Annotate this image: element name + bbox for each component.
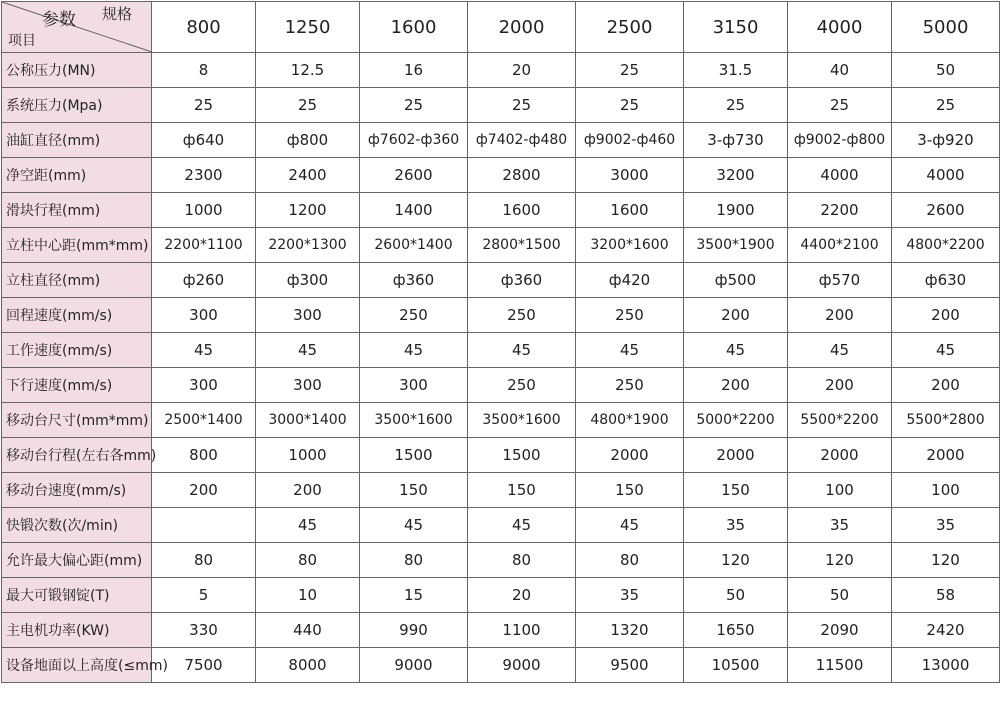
table-cell: 4400*2100 bbox=[788, 228, 892, 263]
table-cell: 45 bbox=[360, 333, 468, 368]
table-row bbox=[2, 613, 1000, 648]
table-row bbox=[2, 158, 1000, 193]
table-row bbox=[2, 298, 1000, 333]
table-row bbox=[2, 578, 1000, 613]
table-cell: 9500 bbox=[576, 648, 684, 683]
table-cell: 40 bbox=[788, 53, 892, 88]
table-cell: 150 bbox=[360, 473, 468, 508]
table-row bbox=[2, 438, 1000, 473]
table-cell: 45 bbox=[152, 333, 256, 368]
table-cell: 250 bbox=[576, 298, 684, 333]
table-cell: 3200*1600 bbox=[576, 228, 684, 263]
table-cell: 440 bbox=[256, 613, 360, 648]
table-cell: 1200 bbox=[256, 193, 360, 228]
table-cell: 45 bbox=[256, 508, 360, 543]
table-cell: 120 bbox=[892, 543, 1000, 578]
table-cell: 25 bbox=[788, 88, 892, 123]
table-cell: 3-ф730 bbox=[684, 123, 788, 158]
spec-header-cell: 3150 bbox=[684, 2, 788, 53]
table-row bbox=[2, 648, 1000, 683]
table-cell: 300 bbox=[152, 368, 256, 403]
corner-header-cell bbox=[2, 2, 152, 53]
table-cell: 150 bbox=[468, 473, 576, 508]
table-cell: 3200 bbox=[684, 158, 788, 193]
table-cell: 3500*1600 bbox=[360, 403, 468, 438]
table-cell: 5500*2200 bbox=[788, 403, 892, 438]
table-cell: 8000 bbox=[256, 648, 360, 683]
table-cell: 120 bbox=[684, 543, 788, 578]
table-cell: 80 bbox=[256, 543, 360, 578]
row-label: 净空距(mm) bbox=[2, 158, 152, 193]
table-cell: 50 bbox=[892, 53, 1000, 88]
table-cell: 45 bbox=[256, 333, 360, 368]
table-cell: 4000 bbox=[788, 158, 892, 193]
spec-header-cell: 1600 bbox=[360, 2, 468, 53]
table-cell: 25 bbox=[684, 88, 788, 123]
table-cell: 2600 bbox=[360, 158, 468, 193]
row-label: 移动台行程(左右各mm) bbox=[2, 438, 152, 473]
table-cell: 10500 bbox=[684, 648, 788, 683]
row-label: 公称压力(MN) bbox=[2, 53, 152, 88]
table-cell: 150 bbox=[684, 473, 788, 508]
row-label: 主电机功率(KW) bbox=[2, 613, 152, 648]
table-cell: 15 bbox=[360, 578, 468, 613]
table-cell: 2600*1400 bbox=[360, 228, 468, 263]
table-cell: 80 bbox=[468, 543, 576, 578]
table-cell: 150 bbox=[576, 473, 684, 508]
header-row bbox=[2, 2, 1000, 53]
table-cell: 50 bbox=[684, 578, 788, 613]
spec-table-body bbox=[2, 2, 1000, 683]
table-cell: 80 bbox=[576, 543, 684, 578]
table-cell: 1900 bbox=[684, 193, 788, 228]
spec-header-cell: 2500 bbox=[576, 2, 684, 53]
table-cell: 25 bbox=[576, 53, 684, 88]
corner-params-label: 参数 bbox=[42, 10, 76, 30]
table-cell: 35 bbox=[892, 508, 1000, 543]
table-cell: 9000 bbox=[468, 648, 576, 683]
spec-header-cell: 2000 bbox=[468, 2, 576, 53]
row-label: 回程速度(mm/s) bbox=[2, 298, 152, 333]
table-cell: 35 bbox=[788, 508, 892, 543]
table-cell: ф640 bbox=[152, 123, 256, 158]
table-cell: ф260 bbox=[152, 263, 256, 298]
table-cell: 200 bbox=[892, 368, 1000, 403]
table-cell: ф7602-ф360 bbox=[360, 123, 468, 158]
table-row bbox=[2, 543, 1000, 578]
table-cell: 7500 bbox=[152, 648, 256, 683]
table-cell: 2800*1500 bbox=[468, 228, 576, 263]
table-cell: 25 bbox=[892, 88, 1000, 123]
corner-item-label: 项目 bbox=[8, 33, 36, 49]
table-cell: ф570 bbox=[788, 263, 892, 298]
corner-spec-label: 规格 bbox=[102, 5, 133, 23]
row-label: 移动台速度(mm/s) bbox=[2, 473, 152, 508]
table-cell: ф630 bbox=[892, 263, 1000, 298]
row-label: 系统压力(Mpa) bbox=[2, 88, 152, 123]
table-cell: 35 bbox=[684, 508, 788, 543]
table-cell: 1400 bbox=[360, 193, 468, 228]
table-cell: 4800*2200 bbox=[892, 228, 1000, 263]
table-cell: 1000 bbox=[152, 193, 256, 228]
table-cell: 1100 bbox=[468, 613, 576, 648]
table-cell: 1500 bbox=[468, 438, 576, 473]
table-cell: ф9002-ф460 bbox=[576, 123, 684, 158]
spec-header-cell: 5000 bbox=[892, 2, 1000, 53]
table-row bbox=[2, 88, 1000, 123]
table-cell: 25 bbox=[360, 88, 468, 123]
table-cell: 45 bbox=[576, 333, 684, 368]
table-cell: 1600 bbox=[468, 193, 576, 228]
table-cell: 100 bbox=[892, 473, 1000, 508]
table-cell: 13000 bbox=[892, 648, 1000, 683]
table-cell: ф360 bbox=[360, 263, 468, 298]
spec-table bbox=[1, 1, 1000, 683]
table-cell: 3-ф920 bbox=[892, 123, 1000, 158]
row-label: 允许最大偏心距(mm) bbox=[2, 543, 152, 578]
table-cell: 2420 bbox=[892, 613, 1000, 648]
table-cell: 35 bbox=[576, 578, 684, 613]
table-cell: 2000 bbox=[788, 438, 892, 473]
table-cell: 2200 bbox=[788, 193, 892, 228]
table-row bbox=[2, 263, 1000, 298]
table-cell: 20 bbox=[468, 578, 576, 613]
table-cell: 200 bbox=[892, 298, 1000, 333]
table-row bbox=[2, 403, 1000, 438]
table-cell: 200 bbox=[788, 368, 892, 403]
table-row bbox=[2, 123, 1000, 158]
row-label: 最大可锻钢锭(T) bbox=[2, 578, 152, 613]
table-cell: ф300 bbox=[256, 263, 360, 298]
table-cell: 50 bbox=[788, 578, 892, 613]
table-cell: 2200*1300 bbox=[256, 228, 360, 263]
table-cell: 45 bbox=[360, 508, 468, 543]
table-cell: 80 bbox=[152, 543, 256, 578]
table-cell: 250 bbox=[468, 368, 576, 403]
table-cell: 2500*1400 bbox=[152, 403, 256, 438]
table-row bbox=[2, 368, 1000, 403]
table-cell: 5 bbox=[152, 578, 256, 613]
table-cell: 2000 bbox=[576, 438, 684, 473]
table-cell: 250 bbox=[576, 368, 684, 403]
table-cell: 45 bbox=[468, 508, 576, 543]
table-cell: ф420 bbox=[576, 263, 684, 298]
table-cell: 200 bbox=[684, 298, 788, 333]
table-cell: 2600 bbox=[892, 193, 1000, 228]
table-cell: ф9002-ф800 bbox=[788, 123, 892, 158]
table-cell: 80 bbox=[360, 543, 468, 578]
table-cell: 11500 bbox=[788, 648, 892, 683]
table-cell: 4000 bbox=[892, 158, 1000, 193]
table-cell: 25 bbox=[576, 88, 684, 123]
table-cell: 1500 bbox=[360, 438, 468, 473]
table-cell: 58 bbox=[892, 578, 1000, 613]
table-cell: 200 bbox=[256, 473, 360, 508]
table-cell: ф500 bbox=[684, 263, 788, 298]
table-cell: 1650 bbox=[684, 613, 788, 648]
table-cell: 45 bbox=[576, 508, 684, 543]
table-cell: 25 bbox=[468, 88, 576, 123]
table-cell: 250 bbox=[468, 298, 576, 333]
table-cell: 25 bbox=[152, 88, 256, 123]
table-cell: 2090 bbox=[788, 613, 892, 648]
table-cell: 2000 bbox=[684, 438, 788, 473]
table-cell: 2200*1100 bbox=[152, 228, 256, 263]
table-cell: 2400 bbox=[256, 158, 360, 193]
table-cell: 3000 bbox=[576, 158, 684, 193]
table-cell: 990 bbox=[360, 613, 468, 648]
table-cell: 120 bbox=[788, 543, 892, 578]
table-cell: 4800*1900 bbox=[576, 403, 684, 438]
table-row bbox=[2, 53, 1000, 88]
row-label: 工作速度(mm/s) bbox=[2, 333, 152, 368]
table-cell: 1600 bbox=[576, 193, 684, 228]
table-row bbox=[2, 333, 1000, 368]
table-cell: 300 bbox=[360, 368, 468, 403]
table-cell: 1320 bbox=[576, 613, 684, 648]
spec-header-cell: 4000 bbox=[788, 2, 892, 53]
table-cell: 330 bbox=[152, 613, 256, 648]
table-cell: 3500*1600 bbox=[468, 403, 576, 438]
table-cell: 5000*2200 bbox=[684, 403, 788, 438]
row-label: 设备地面以上高度(≤mm) bbox=[2, 648, 152, 683]
table-cell: 25 bbox=[256, 88, 360, 123]
table-cell: 300 bbox=[256, 298, 360, 333]
table-cell: 2300 bbox=[152, 158, 256, 193]
table-row bbox=[2, 473, 1000, 508]
table-cell: 16 bbox=[360, 53, 468, 88]
spec-header-cell: 1250 bbox=[256, 2, 360, 53]
row-label: 移动台尺寸(mm*mm) bbox=[2, 403, 152, 438]
row-label: 滑块行程(mm) bbox=[2, 193, 152, 228]
table-row bbox=[2, 508, 1000, 543]
row-label: 快锻次数(次/min) bbox=[2, 508, 152, 543]
table-cell: 45 bbox=[788, 333, 892, 368]
table-cell: ф360 bbox=[468, 263, 576, 298]
table-cell: 3000*1400 bbox=[256, 403, 360, 438]
table-cell: 3500*1900 bbox=[684, 228, 788, 263]
row-label: 立柱直径(mm) bbox=[2, 263, 152, 298]
table-cell: 1000 bbox=[256, 438, 360, 473]
row-label: 下行速度(mm/s) bbox=[2, 368, 152, 403]
table-cell: 200 bbox=[152, 473, 256, 508]
table-cell: 300 bbox=[256, 368, 360, 403]
table-cell: 5500*2800 bbox=[892, 403, 1000, 438]
table-cell: ф800 bbox=[256, 123, 360, 158]
table-cell: 20 bbox=[468, 53, 576, 88]
table-cell: 12.5 bbox=[256, 53, 360, 88]
row-label: 油缸直径(mm) bbox=[2, 123, 152, 158]
table-cell: 45 bbox=[684, 333, 788, 368]
table-cell: 9000 bbox=[360, 648, 468, 683]
table-cell: 45 bbox=[892, 333, 1000, 368]
table-cell: 31.5 bbox=[684, 53, 788, 88]
spec-header-cell: 800 bbox=[152, 2, 256, 53]
table-cell: 100 bbox=[788, 473, 892, 508]
table-cell: 200 bbox=[684, 368, 788, 403]
table-cell: 2800 bbox=[468, 158, 576, 193]
table-row bbox=[2, 228, 1000, 263]
table-cell: 2000 bbox=[892, 438, 1000, 473]
table-cell: 45 bbox=[468, 333, 576, 368]
row-label: 立柱中心距(mm*mm) bbox=[2, 228, 152, 263]
table-row bbox=[2, 193, 1000, 228]
table-cell: 200 bbox=[788, 298, 892, 333]
table-cell: 250 bbox=[360, 298, 468, 333]
table-cell: 10 bbox=[256, 578, 360, 613]
table-cell bbox=[152, 508, 256, 543]
table-cell: ф7402-ф480 bbox=[468, 123, 576, 158]
table-cell: 800 bbox=[152, 438, 256, 473]
table-cell: 300 bbox=[152, 298, 256, 333]
table-cell: 8 bbox=[152, 53, 256, 88]
